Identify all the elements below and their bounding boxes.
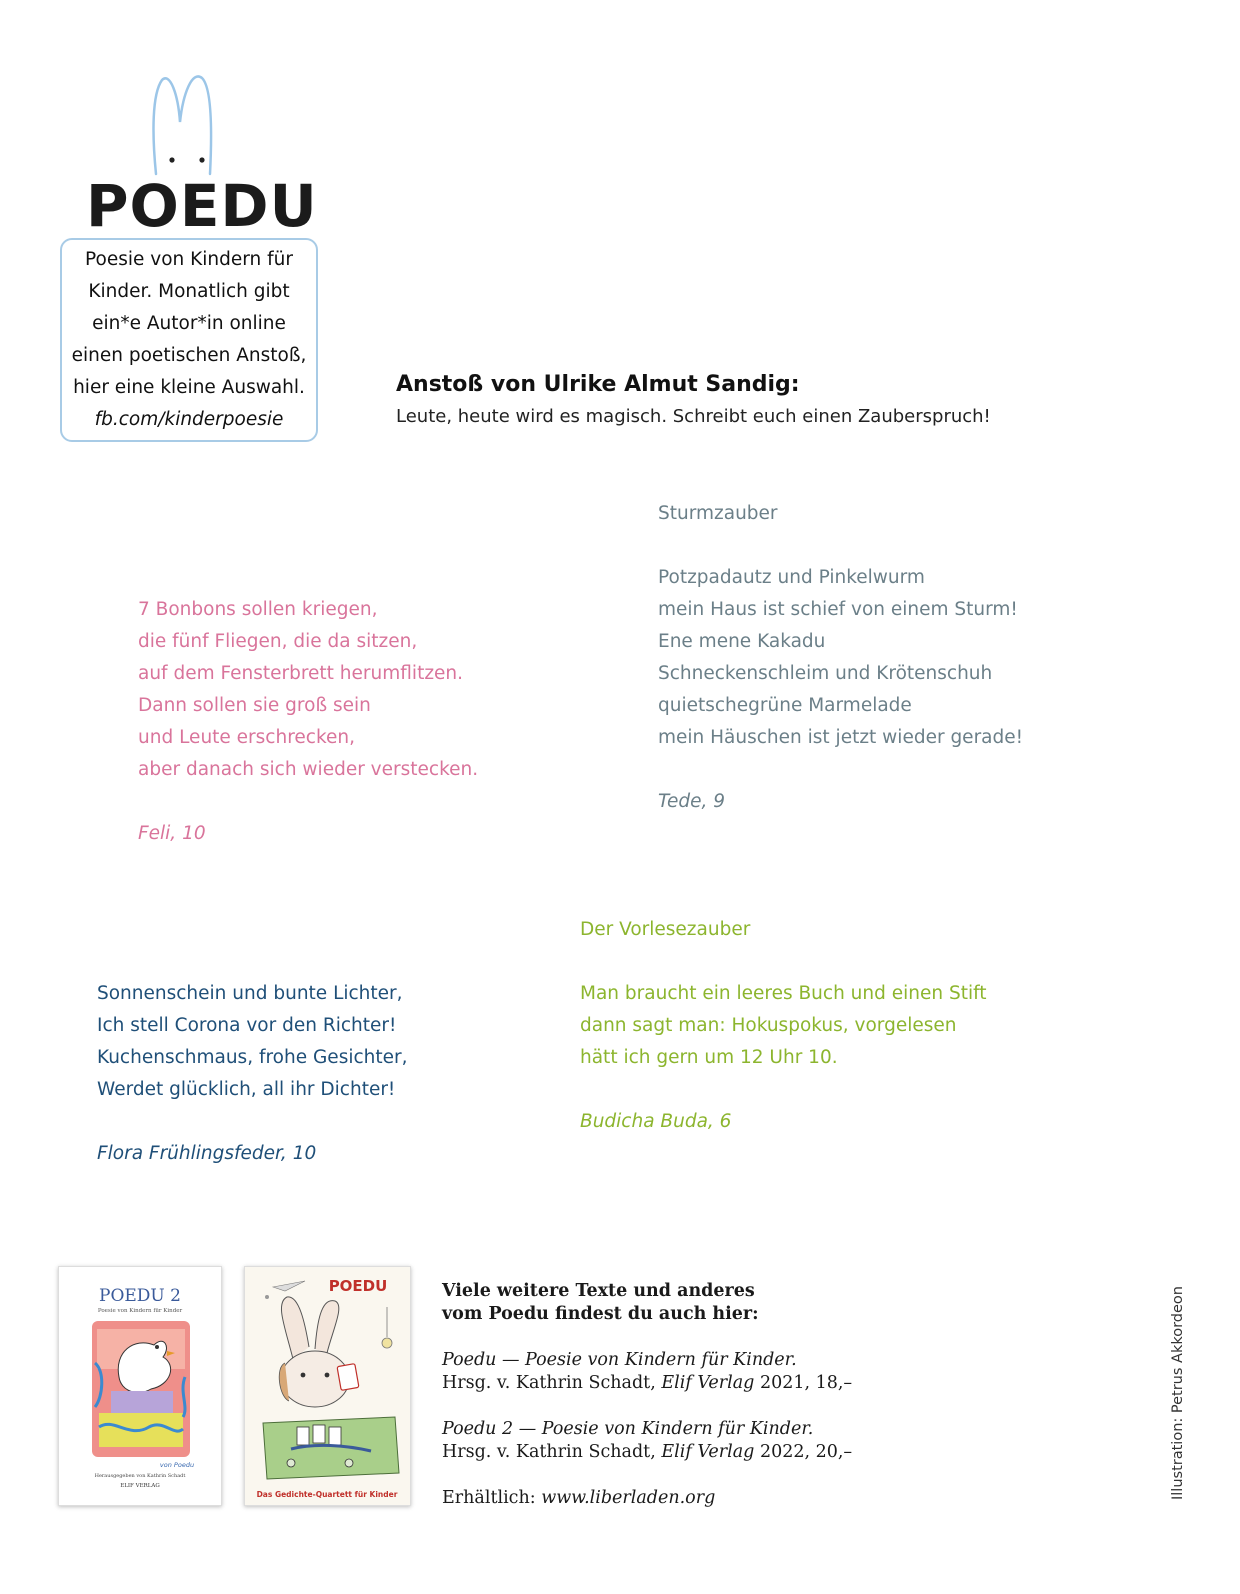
poem-line: und Leute erschrecken, (138, 727, 355, 748)
info-line: Kinder. Monatlich gibt (88, 281, 290, 302)
poem-line: die fünf Fliegen, die da sitzen, (138, 631, 418, 652)
poem-flora (97, 978, 408, 1170)
info-line: Poesie von Kindern für (85, 249, 293, 270)
info-line: hier eine kleine Auswahl. (73, 377, 305, 398)
poem-line: Dann sollen sie groß sein (138, 695, 371, 716)
poem-line: Schneckenschleim und Krötenschuh (658, 663, 993, 684)
poem-line: aber danach sich wieder verstecken. (138, 759, 479, 780)
book2-editor: Hrsg. v. Kathrin Schadt, (442, 1442, 656, 1462)
poem-line: mein Haus ist schief von einem Sturm! (658, 599, 1018, 620)
book1-year-price: 2021, 18,– (759, 1373, 853, 1393)
poem-line: hätt ich gern um 12 Uhr 10. (580, 1047, 838, 1068)
book-publisher: ELIF VERLAG (120, 1483, 160, 1489)
book-cover-art-icon (59, 1267, 221, 1505)
book-editor: Herausgegeben von Kathrin Schadt (94, 1473, 186, 1479)
poem-feli (138, 594, 478, 850)
info-line: einen poetischen Anstoß, (71, 345, 307, 366)
book-title: POEDU 2 (99, 1286, 181, 1306)
book-cover-poedu-quartett (244, 1266, 411, 1506)
poem-line: dann sagt man: Hokuspokus, vorgelesen (580, 1015, 957, 1036)
book-cover-art-icon (245, 1267, 410, 1505)
poem-line: mein Häuschen ist jetzt wieder gerade! (658, 727, 1024, 748)
poem-title: Sturmzauber (658, 503, 778, 524)
poem-author: Feli, 10 (138, 823, 206, 844)
poem-line: Ene mene Kakadu (658, 631, 826, 652)
book-cover-poedu-2 (58, 1266, 222, 1506)
info-heading: Viele weitere Texte und anderes (442, 1281, 755, 1301)
book1-publisher: Elif Verlag (661, 1373, 755, 1393)
poem-line: Ich stell Corona vor den Richter! (97, 1015, 397, 1036)
illustration-credit: Illustration: Petrus Akkordeon (1170, 1286, 1186, 1500)
poem-line: quietschegrüne Marmelade (658, 695, 912, 716)
poem-line: auf dem Fensterbrett herumflitzen. (138, 663, 464, 684)
poem-line: Man braucht ein leeres Buch und einen Stift (580, 983, 987, 1004)
facebook-link[interactable]: fb.com/kinderpoesie (94, 409, 284, 430)
poem-line: 7 Bonbons sollen kriegen, (138, 599, 378, 620)
poem-title: Der Vorlesezauber (580, 919, 751, 940)
shop-link[interactable]: www.liberladen.org (541, 1488, 716, 1508)
prompt-title: Anstoß von Ulrike Almut Sandig: (396, 372, 800, 397)
book2-title: Poedu 2 — Poesie von Kindern für Kinder. (442, 1419, 814, 1439)
book-title: POEDU (328, 1277, 388, 1295)
prompt-text: Leute, heute wird es magisch. Schreibt euch einen Zauberspruch! (396, 406, 991, 427)
book1-title: Poedu — Poesie von Kindern für Kinder. (442, 1350, 797, 1370)
book2-year-price: 2022, 20,– (759, 1442, 853, 1462)
poem-line: Kuchenschmaus, frohe Gesichter, (97, 1047, 408, 1068)
availability-label: Erhältlich: (442, 1488, 536, 1508)
book-subtitle: Poesie von Kindern für Kinder (97, 1308, 183, 1314)
info-line: ein*e Autor*in online (92, 313, 286, 334)
book-info (442, 1280, 882, 1510)
poem-sturmzauber (658, 498, 1023, 818)
bunny-logo-icon (150, 74, 220, 184)
poem-author: Budicha Buda, 6 (580, 1111, 732, 1132)
book1-editor: Hrsg. v. Kathrin Schadt, (442, 1373, 656, 1393)
book2-publisher: Elif Verlag (661, 1442, 755, 1462)
poem-line: Potzpadautz und Pinkelwurm (658, 567, 925, 588)
poedu-wordmark: POEDU (86, 172, 318, 240)
book-tagline: Das Gedichte-Quartett für Kinder (256, 1490, 398, 1499)
poem-author: Flora Frühlingsfeder, 10 (97, 1143, 317, 1164)
info-heading: vom Poedu findest du auch hier: (442, 1304, 759, 1324)
poem-vorlesezauber (580, 914, 987, 1138)
poem-line: Sonnenschein und bunte Lichter, (97, 983, 403, 1004)
poem-line: Werdet glücklich, all ihr Dichter! (97, 1079, 396, 1100)
info-box-text (62, 244, 316, 436)
poem-author: Tede, 9 (658, 791, 726, 812)
book-signature: von Poedu (159, 1461, 195, 1469)
